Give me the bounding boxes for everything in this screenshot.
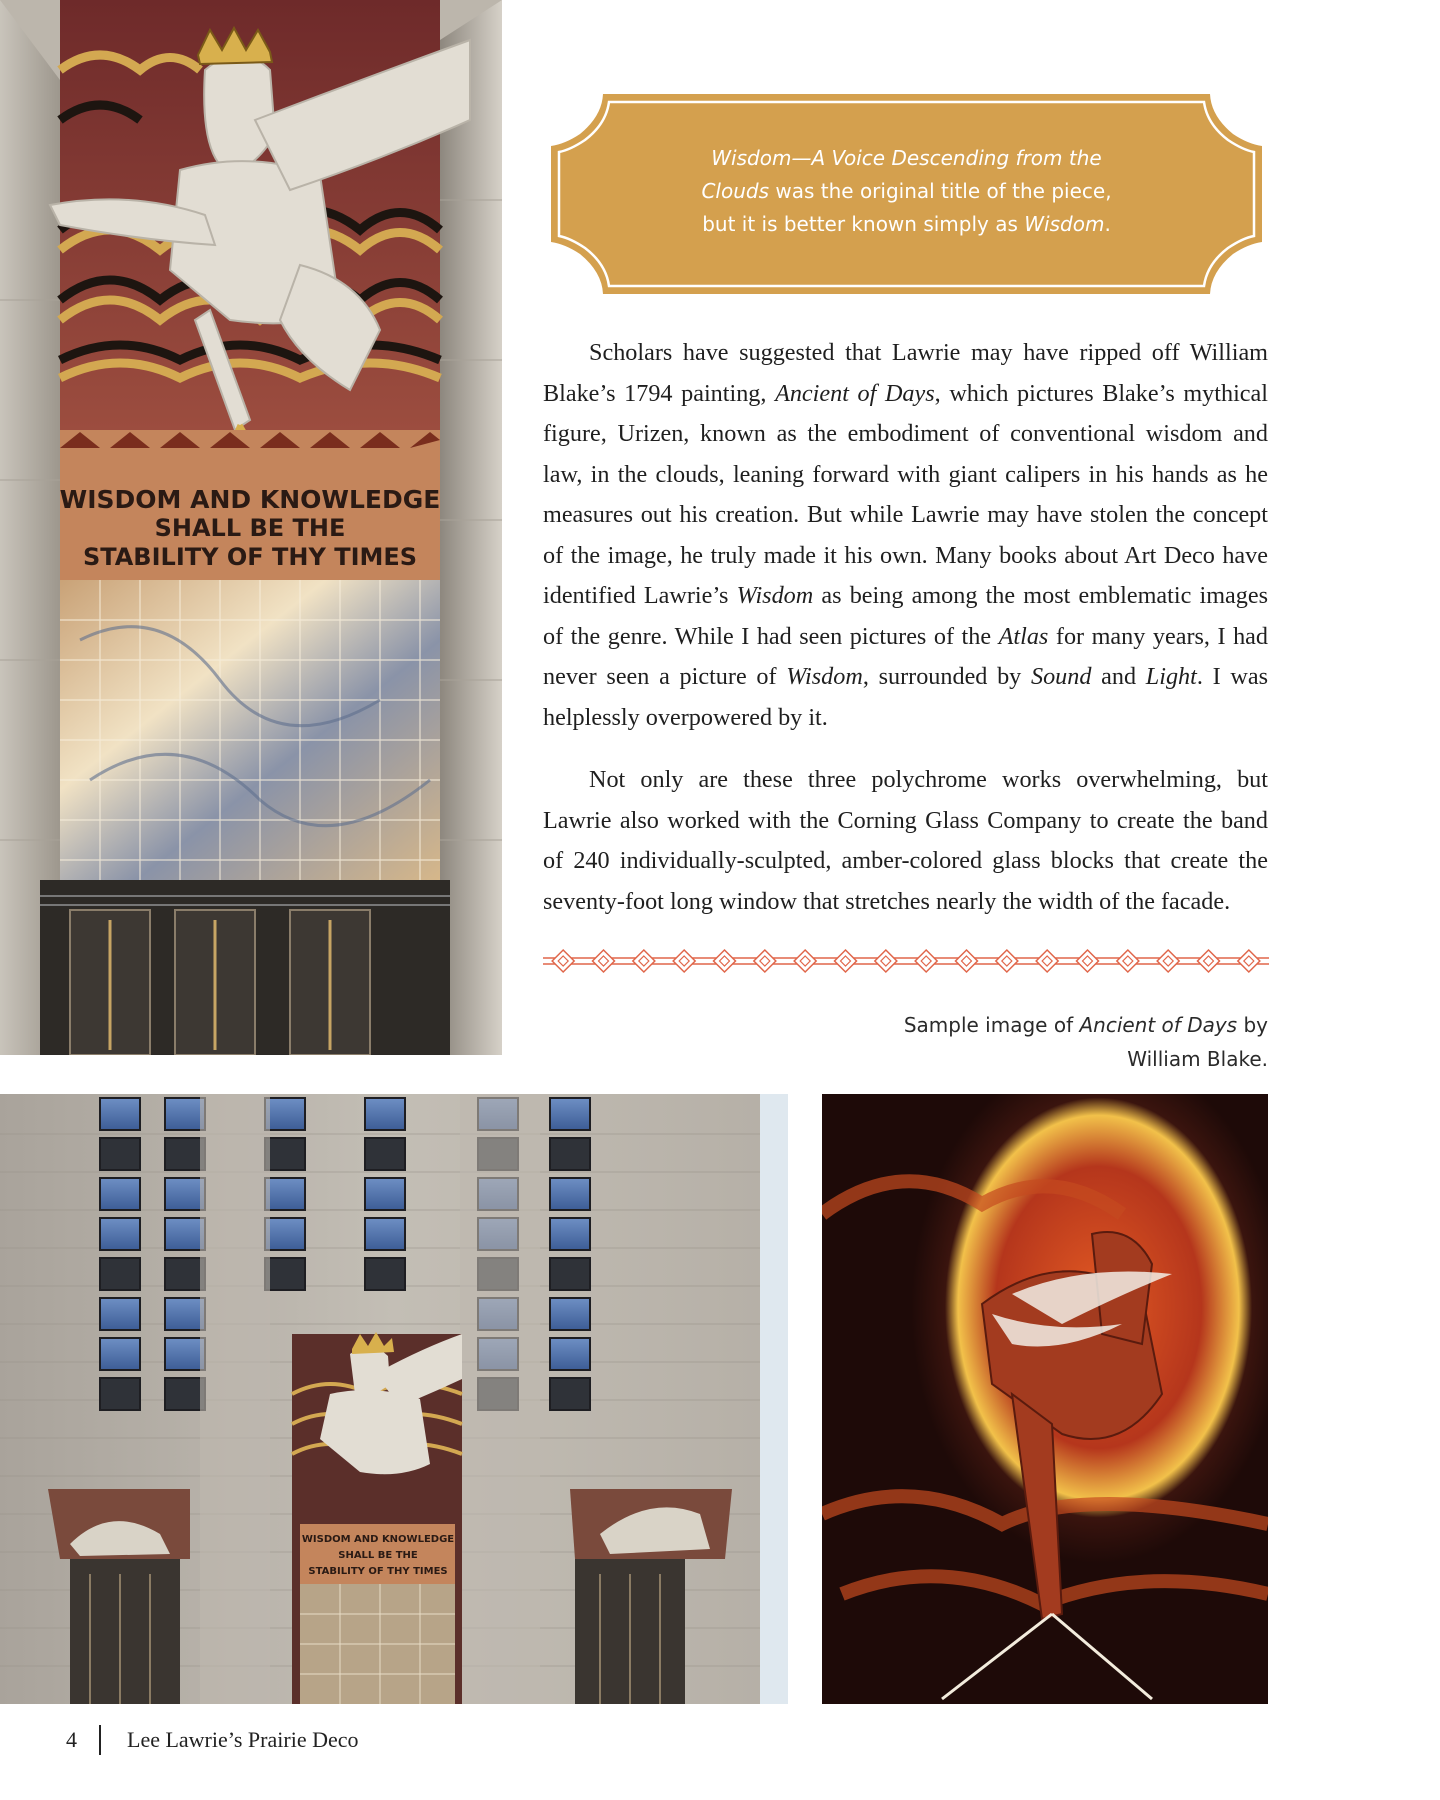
page-footer (66, 1722, 359, 1758)
book-title: Lee Lawrie’s Prairie Deco (127, 1727, 359, 1752)
decorative-divider (543, 948, 1269, 974)
inscription-line-3: STABILITY OF THY TIMES (82, 543, 418, 571)
image-caption (900, 1008, 1268, 1076)
callout-text (653, 142, 1160, 241)
p1-italic-ancient-of-days: Ancient of Days (775, 379, 935, 407)
p1-italic-wisdom: Wisdom (736, 582, 814, 609)
p1-text-4: for many years, I had never seen a picture of (543, 622, 1268, 690)
callout-part-2: Clouds (701, 179, 770, 203)
callout-part-4: but it is better known simply as (702, 212, 1025, 236)
facade-inscription-3: STABILITY OF THY TIMES (308, 1566, 448, 1577)
p1-text-1: Scholars have suggested that Lawrie may have ripped off William Blake’s 1794 painting, (543, 339, 1268, 407)
callout-part-6: . (1104, 212, 1111, 236)
p1-text-6: and (1091, 663, 1146, 690)
callout-part-5: Wisdom (1024, 212, 1105, 236)
page-number: 4 (66, 1727, 77, 1752)
paragraph-2: Not only are these three polychrome works overwhelming, but Lawrie also worked with the Corning Glass Company to create the band of 240 individually-sculpted, amber-colored glass blocks that create the seventy-foot long window that stretches nearly the width of the facade. (543, 766, 1268, 915)
facade-inscription-2: SHALL BE THE (338, 1550, 418, 1561)
caption-text-1: Sample image of (903, 1013, 1080, 1037)
p1-text-7: . I was helplessly overpowered by it. (543, 663, 1268, 731)
callout-part-1: Wisdom—A Voice Descending from the (711, 146, 1102, 170)
callout-part-3: was the original title of the piece, (769, 179, 1112, 203)
footer-separator (99, 1725, 101, 1755)
paragraph-1 (543, 333, 1268, 738)
p1-text-5: , surrounded by (862, 663, 1031, 690)
ancient-of-days-painting (822, 1094, 1268, 1704)
wisdom-entrance-photo (0, 0, 502, 1055)
facade-inscription-1: WISDOM AND KNOWLEDGE (301, 1534, 455, 1545)
p1-text-2: , which pictures Blake’s mythical figure, Urizen, known as the embodiment of conventional wisdom and law, in the clouds, leaning forward with giant calipers in his hands as he measures out his creation. But while Lawrie may have stolen the concept of the image, he truly made it his own. Many books about Art Deco have identified Lawrie’s (543, 379, 1268, 609)
p1-italic-atlas: Atlas (998, 622, 1049, 650)
title-callout (543, 86, 1270, 302)
p1-italic-light: Light (1145, 663, 1197, 690)
inscription-line-2: SHALL BE THE (154, 514, 346, 542)
p1-text-3: as being among the most emblematic images of the genre. While I had seen pictures of the (543, 582, 1268, 650)
building-facade-photo (0, 1094, 788, 1704)
caption-text-2: by William Blake. (1127, 1013, 1268, 1071)
caption-italic-title: Ancient of Days (1079, 1013, 1238, 1037)
p1-italic-wisdom-2: Wisdom (786, 663, 863, 690)
p1-italic-sound: Sound (1030, 663, 1092, 690)
inscription-line-1: WISDOM AND KNOWLEDGE (59, 485, 441, 514)
body-text (543, 333, 1268, 944)
